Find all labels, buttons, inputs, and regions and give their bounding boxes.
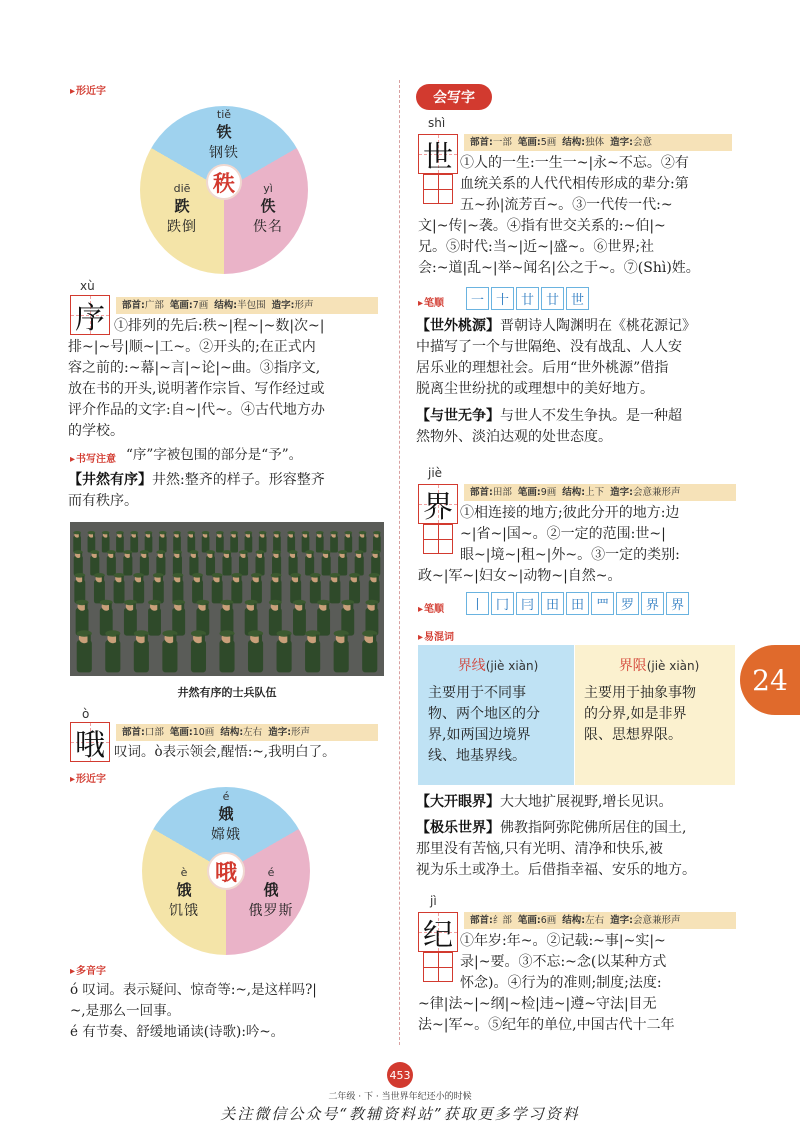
idiom-dakai-yanjie: 【大开眼界】大大地扩展视野,增长见识。	[416, 794, 673, 810]
shi-char-box: 世	[418, 134, 458, 174]
ji-char-box: 纪	[418, 912, 458, 952]
shi-pinyin: shì	[428, 116, 446, 130]
xu-pinyin: xù	[80, 279, 95, 293]
wheel-1-top-char: 铁	[216, 123, 232, 141]
wheel-2-right-char: 俄	[263, 881, 279, 899]
jie-definitions: ①相连接的地方;彼此分开的地方:边 ~|省~|国~。②一定的范围:世~| 眼~|境~|租~|外~。③一定的类别: 政~|军~|妇女~|动物~|自然~。	[418, 505, 680, 584]
wheel-2-left-char: 饿	[176, 881, 192, 899]
page-number: 453	[387, 1062, 413, 1088]
polyphone-text: ó 叹词。表示疑问、惊奇等:~,是这样吗?| ~,是那么一回事。 é 有节奏、舒缓地诵读(诗歌):吟~。	[70, 982, 317, 1040]
soldiers-photo	[70, 522, 384, 676]
tag-writing-note: ▸ 书写注意	[70, 450, 116, 465]
wheel-1-right-pinyin: yì	[263, 182, 273, 195]
o-char-box: 哦	[70, 722, 110, 762]
shi-stroke-order: 一 十 廿 廿 世	[466, 287, 589, 310]
wheel-2-top-word: 嫦娥	[211, 827, 241, 843]
wheel-1-left-pinyin: diē	[173, 182, 191, 195]
idiom-yushi-wuzheng: 【与世无争】与世人不发生争执。是一种超 然物外、淡泊达观的处世态度。	[416, 408, 682, 445]
jie-meta: 部首:田部 笔画:9画 结构:上下 造字:会意兼形声	[464, 484, 736, 501]
wheel-1-top-pinyin: tiě	[216, 108, 232, 121]
o-meta: 部首:口部 笔画:10画 结构:左右 造字:形声	[116, 724, 378, 741]
wheel-1-right-word: 佚名	[253, 219, 283, 235]
wheel-1-top-word: 钢铁	[209, 145, 239, 161]
idiom-shiwai-taoyuan: 【世外桃源】晋朝诗人陶渊明在《桃花源记》 中描写了一个与世隔绝、没有战乱、人人安 居乐业的理想社会。后用“世外桃源”借指 脱离尘世纷扰的或理想中的美好地方。	[416, 318, 696, 397]
idiom-jingran-youxu: 【井然有序】井然:整齐的样子。形容整齐 而有秩序。	[68, 472, 325, 509]
xu-meta: 部首:广部 笔画:7画 结构:半包围 造字:形声	[116, 297, 378, 314]
footer-promo: 关注微信公众号“教辅资料站”获取更多学习资料	[220, 1105, 580, 1123]
wheel-2-top-pinyin: é	[222, 790, 230, 803]
wheel-1-left-word: 跌倒	[167, 219, 197, 235]
wheel-1-left-char: 跌	[174, 197, 190, 215]
writing-note-text: “序”字被包围的部分是“予”。	[126, 447, 303, 463]
footer-subtitle: 二年级 · 下 · 当世界年纪还小的时候	[328, 1092, 472, 1102]
tag-similar-1: ▸ 形近字	[70, 82, 106, 97]
compare-right: 界限(jiè xiàn) 主要用于抽象事物 的分界,如是非界 限、思想界限。	[584, 658, 700, 743]
shi-meta: 部首:一部 笔画:5画 结构:独体 造字:会意	[464, 134, 732, 151]
wheel-1-right-char: 佚	[260, 197, 276, 215]
compare-left: 界线(jiè xiàn) 主要用于不同事 物、两个地区的分 界,如两国边境界 线、地基界线。	[428, 658, 540, 764]
ji-meta: 部首:纟部 笔画:6画 结构:左右 造字:会意兼形声	[464, 912, 736, 929]
section-title-badge: 会写字	[416, 84, 492, 110]
o-definition: 叹词。ò表示领会,醒悟:~,我明白了。	[114, 744, 336, 760]
wheel-2-right-word: 俄罗斯	[248, 903, 294, 919]
page-tab: 24	[740, 645, 800, 715]
wheel-2-left-word: 饥饿	[169, 903, 199, 919]
tag-similar-2: ▸ 形近字	[70, 770, 106, 785]
jie-stroke-order: 丨 冂 冃 田 田 罒 罗 界 界	[466, 592, 689, 615]
ji-definitions: ①年岁:年~。②记载:~事|~实|~ 录|~要。③不忘:~念(以某种方式 怀念)。④行为的准则;制度;法度: ~律|法~|~纲|~检|违~|遵~守法|目无 法~|军~。⑤纪年的单位,中国古代十二年	[418, 933, 675, 1033]
o-pinyin: ò	[82, 707, 90, 721]
tag-polyphone: ▸ 多音字	[70, 962, 106, 977]
tag-confusable: ▸ 易混词	[418, 628, 454, 643]
tag-stroke-order-1: ▸ 笔顺	[418, 294, 444, 309]
jie-pinyin: jiè	[428, 466, 443, 480]
shi-definitions: ①人的一生:一生一~|永~不忘。②有 血统关系的人代代相传形成的辈分:第 五~孙|流芳百~。③一代传一代:~ 文|~传|~袭。④指有世交关系的:~伯|~ 兄。⑤时代:当~|近~|盛~。⑥世界;社 会:~道|乱~|举~闻名|公之于~。⑦(Shì)姓。	[418, 155, 700, 276]
jie-char-box: 界	[418, 484, 458, 524]
tag-stroke-order-2: ▸ 笔顺	[418, 600, 444, 615]
photo-caption: 井然有序的士兵队伍	[177, 686, 277, 699]
wheel-2-top-char: 娥	[218, 805, 234, 823]
idiom-jile-shijie: 【极乐世界】佛教指阿弥陀佛所居住的国土, 那里没有苦恼,只有光明、清净和快乐,被 视为乐土或净土。后借指幸福、安乐的地方。	[416, 820, 696, 878]
xu-char-box: 序	[70, 295, 110, 335]
ji-pinyin: jì	[430, 894, 437, 908]
xu-definitions: ①排列的先后:秩~|程~|~数|次~| 排~|~号|顺~|工~。②开头的;在正式内 容之前的:~幕|~言|~论|~曲。③指序文, 放在书的开头,说明著作宗旨、写作经过或 评介作品的文字:自~|代~。④古代地方办 的学校。	[68, 318, 325, 439]
column-divider	[399, 80, 400, 1045]
wheel-2-center: 哦	[207, 852, 245, 890]
wheel-2-left-pinyin: è	[180, 866, 188, 879]
wheel-1-center: 秩	[206, 164, 242, 200]
wheel-2-right-pinyin: é	[267, 866, 275, 879]
